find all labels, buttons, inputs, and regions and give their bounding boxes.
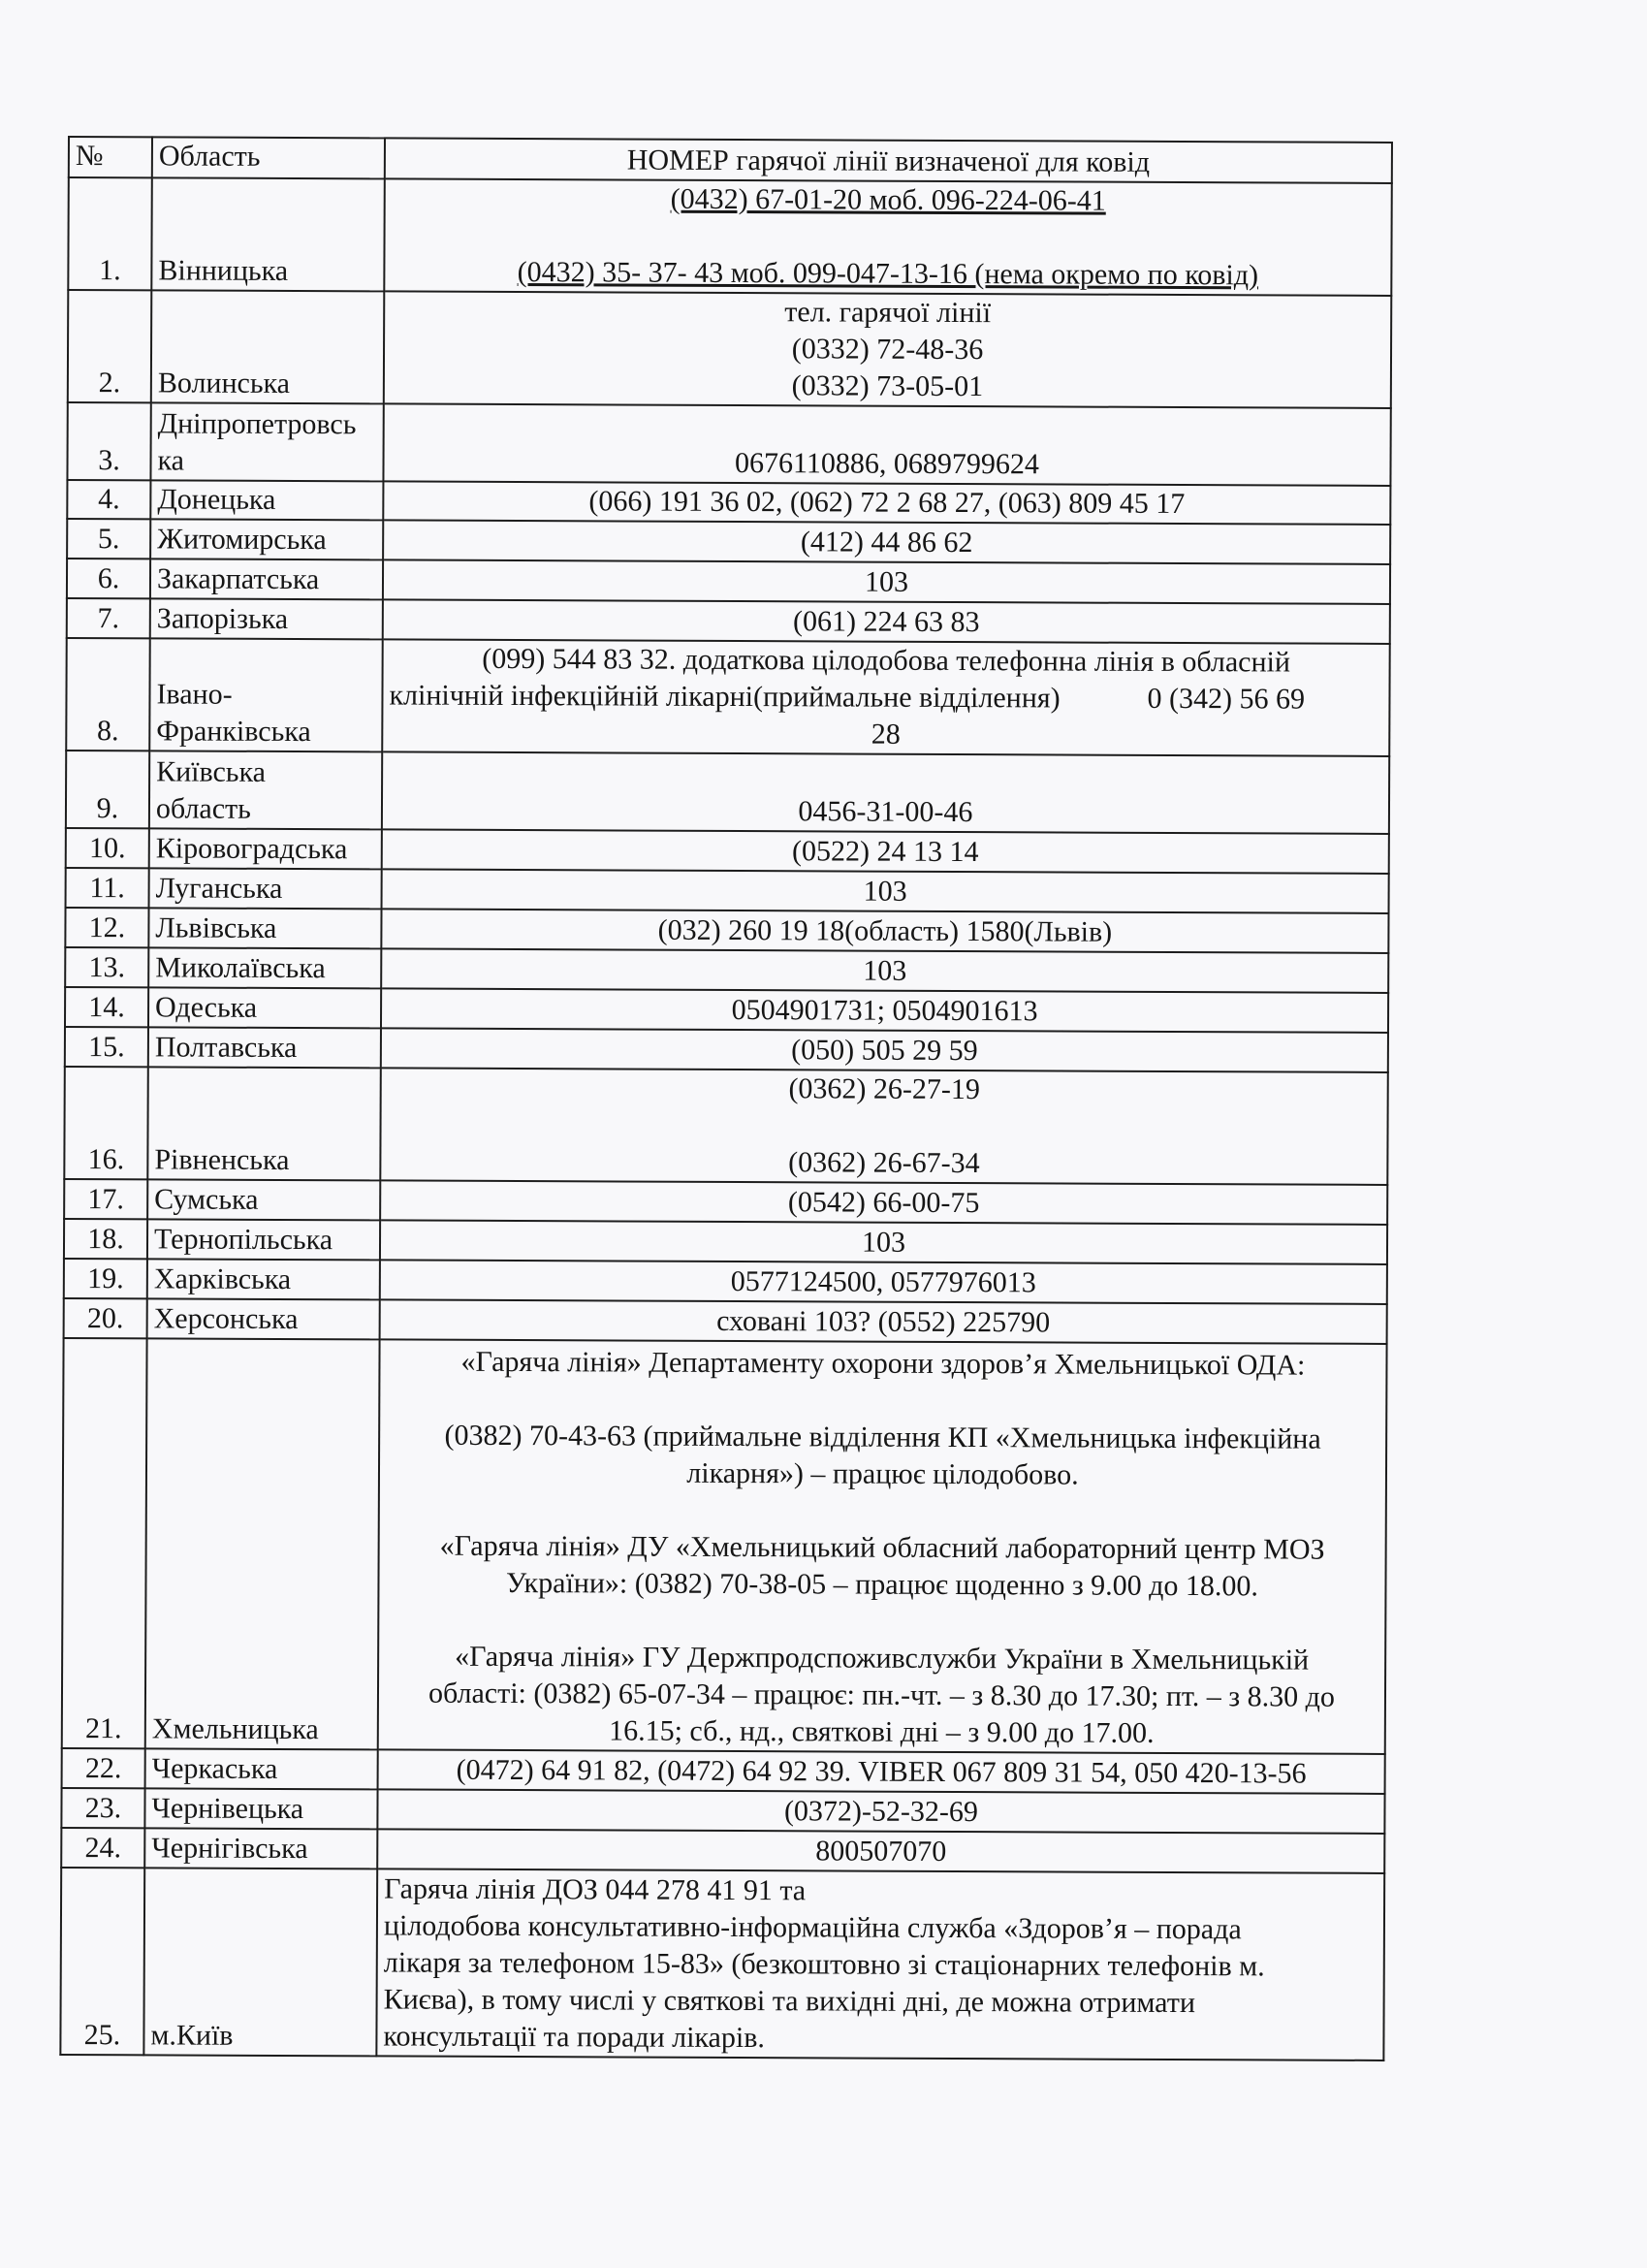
row-number: 7. [67, 598, 150, 638]
row-phones: 103 [383, 559, 1390, 604]
phone-line: цілодобова консультативно-інформаційна служба «Здоров’я – порада [383, 1909, 1242, 1946]
row-region: Закарпатська [150, 559, 383, 599]
table-row [64, 1219, 1387, 1264]
row-phones: 103 [382, 869, 1389, 913]
phone-line [389, 677, 1382, 718]
row-region: Сумська [147, 1179, 380, 1220]
table-row [62, 1338, 1387, 1754]
row-phones [384, 178, 1391, 296]
table-row [66, 638, 1389, 756]
table-row [66, 868, 1389, 913]
row-number: 13. [65, 947, 148, 987]
row-region: Миколаївська [148, 947, 381, 988]
row-region: Кіровоградська [149, 828, 382, 869]
table-row [67, 598, 1390, 644]
row-number: 22. [62, 1748, 145, 1788]
row-number: 4. [67, 480, 150, 519]
phone-line-part: 0 (342) 56 69 [1147, 682, 1306, 716]
row-phones: 103 [381, 948, 1388, 993]
table-row [61, 1788, 1384, 1834]
phone-line: 16.15; сб., нд., святкові дні – з 9.00 до 17.00. [609, 1714, 1155, 1749]
table-row [64, 1298, 1387, 1344]
table-row [66, 751, 1389, 834]
row-region [150, 402, 383, 481]
table-row [60, 1868, 1384, 2060]
row-phones: сховані 103? (0552) 225790 [380, 1299, 1387, 1344]
table-row [65, 987, 1388, 1033]
row-region: Харківська [147, 1259, 380, 1299]
table-row [64, 1259, 1387, 1304]
table-row [67, 480, 1390, 525]
phone-line: України»: (0382) 70-38-05 – працює щоденно з 9.00 до 18.00. [505, 1566, 1259, 1603]
row-phones: (412) 44 86 62 [383, 520, 1390, 564]
phone-line: Києва), в тому числі у святкові та вихідні дні, де можна отримати [383, 1983, 1195, 2020]
table-row [68, 290, 1391, 408]
header-hotline: НОМЕР гарячої лінії визначеної для ковід [385, 138, 1392, 183]
row-region [149, 751, 382, 829]
row-phones [384, 291, 1391, 408]
row-phones: 0676110886, 0689799624 [383, 403, 1390, 486]
row-region: Хмельницька [145, 1338, 380, 1749]
row-phones: (032) 260 19 18(область) 1580(Львів) [381, 909, 1388, 953]
row-phones: 103 [380, 1220, 1387, 1264]
row-number: 1. [68, 177, 152, 290]
hotline-table [59, 136, 1393, 2061]
phone-line: консультації та поради лікарів. [383, 2020, 765, 2055]
row-region: Донецька [150, 480, 383, 520]
row-region: Чернігівська [144, 1828, 377, 1869]
row-region: Житомирська [150, 519, 383, 559]
phone-line: області: (0382) 65-07-34 – працює: пн.-чт. – з 8.30 до 17.30; пт. – з 8.30 до [428, 1677, 1336, 1713]
row-number: 6. [67, 559, 150, 598]
table-row [65, 1027, 1388, 1072]
header-region: Область [152, 137, 385, 178]
phone-line: лікарня») – працює цілодобово. [686, 1456, 1079, 1491]
region-line: Київська [156, 755, 267, 788]
row-region: Вінницька [151, 177, 385, 291]
row-number: 8. [66, 638, 150, 751]
region-line: Франківська [156, 715, 311, 749]
row-phones: 800507070 [377, 1829, 1384, 1873]
row-number: 16. [64, 1067, 148, 1179]
row-number: 17. [64, 1179, 147, 1219]
row-phones: (0522) 24 13 14 [382, 829, 1389, 874]
row-phones [380, 1068, 1387, 1185]
region-line: ка [157, 444, 185, 477]
row-number: 9. [66, 751, 149, 828]
row-number: 14. [65, 987, 148, 1027]
phone-line: (099) 544 83 32. додаткова цілодобова телефонна лінія в обласній [482, 642, 1291, 679]
table-row [66, 828, 1389, 874]
row-number: 20. [64, 1298, 147, 1338]
phone-line: «Гаряча лінія» ДУ «Хмельницький обласний лабораторний центр МОЗ [439, 1529, 1325, 1566]
row-number: 11. [66, 868, 149, 908]
row-phones: 0504901731; 0504901613 [381, 988, 1388, 1033]
row-phones: (066) 191 36 02, (062) 72 2 68 27, (063) 809 45 17 [383, 481, 1390, 525]
row-phones: 0577124500, 0577976013 [380, 1260, 1387, 1304]
phone-line: (0362) 26-27-19 [788, 1072, 981, 1106]
table-row [67, 402, 1390, 486]
table-row [65, 947, 1388, 993]
row-region: м.Київ [143, 1868, 377, 2056]
region-line: Івано- [156, 678, 233, 711]
row-number: 5. [67, 519, 150, 559]
table-row [64, 1067, 1387, 1185]
row-phones: (050) 505 29 59 [381, 1028, 1388, 1072]
row-phones: (0542) 66-00-75 [380, 1180, 1387, 1225]
row-phones [378, 1339, 1387, 1754]
phone-line: 28 [871, 718, 901, 751]
row-number: 23. [61, 1788, 144, 1828]
table-row [64, 1179, 1387, 1225]
phone-line: тел. гарячої лінії [784, 296, 992, 330]
row-region [149, 638, 383, 751]
row-region: Одеська [148, 987, 381, 1028]
row-number: 21. [62, 1338, 147, 1748]
row-region: Полтавська [148, 1027, 381, 1068]
table-header-row [69, 137, 1392, 183]
phone-line: «Гаряча лінія» Департаменту охорони здоров’я Хмельницької ОДА: [460, 1345, 1306, 1382]
table-row [67, 519, 1390, 564]
table-row [68, 177, 1391, 296]
row-phones [376, 1869, 1384, 2060]
table-row [65, 908, 1388, 953]
region-line: область [155, 792, 251, 825]
row-region: Луганська [149, 868, 382, 909]
phone-line: «Гаряча лінія» ГУ Держпродспоживслужби України в Хмельницькій [455, 1640, 1310, 1677]
row-phones: (0372)-52-32-69 [377, 1789, 1384, 1834]
table-row [61, 1828, 1384, 1873]
row-number: 10. [66, 828, 149, 868]
phone-line: (0362) 26-67-34 [788, 1146, 980, 1180]
phone-line: (0432) 67-01-20 моб. 096-224-06-41 [670, 182, 1106, 217]
phone-line: Гаряча лінія ДОЗ 044 278 41 91 та [384, 1872, 807, 1907]
phone-line: (0332) 72-48-36 [791, 333, 984, 367]
row-region: Черкаська [145, 1748, 378, 1789]
row-region: Волинська [151, 290, 385, 403]
row-region: Запорізька [150, 598, 383, 639]
row-number: 19. [64, 1259, 147, 1298]
row-region: Тернопільська [147, 1219, 380, 1260]
row-number: 15. [65, 1027, 148, 1067]
row-number: 24. [61, 1828, 144, 1868]
row-phones [382, 639, 1389, 756]
row-phones: (0472) 64 91 82, (0472) 64 92 39. VIBER 067 809 31 54, 050 420-13-56 [378, 1749, 1385, 1794]
row-number: 25. [60, 1868, 144, 2055]
row-phones: 0456-31-00-46 [382, 751, 1389, 834]
table-row [67, 559, 1390, 604]
row-number: 2. [68, 290, 152, 402]
row-phones: (061) 224 63 83 [383, 599, 1390, 644]
phone-line: (0332) 73-05-01 [791, 369, 984, 403]
row-number: 3. [67, 402, 150, 480]
row-region: Львівська [148, 908, 381, 948]
region-line: Дніпропетровсь [157, 407, 357, 441]
row-number: 18. [64, 1219, 147, 1259]
table-row [62, 1748, 1385, 1794]
row-region: Рівненська [147, 1067, 381, 1180]
phone-line: лікаря за телефоном 15-83» (безкоштовно зі стаціонарних телефонів м. [383, 1946, 1265, 1983]
row-region: Херсонська [147, 1298, 380, 1339]
row-number: 12. [65, 908, 148, 947]
row-region: Чернівецька [144, 1788, 377, 1829]
phone-line: (0432) 35- 37- 43 моб. 099-047-13-16 (нема окремо по ковід) [517, 256, 1259, 292]
phone-line: (0382) 70-43-63 (приймальне відділення КП «Хмельницька інфекційна [444, 1419, 1321, 1455]
phone-line-part: клінічній інфекційній лікарні(приймальне відділення) [389, 679, 1061, 715]
header-number: № [69, 137, 152, 177]
